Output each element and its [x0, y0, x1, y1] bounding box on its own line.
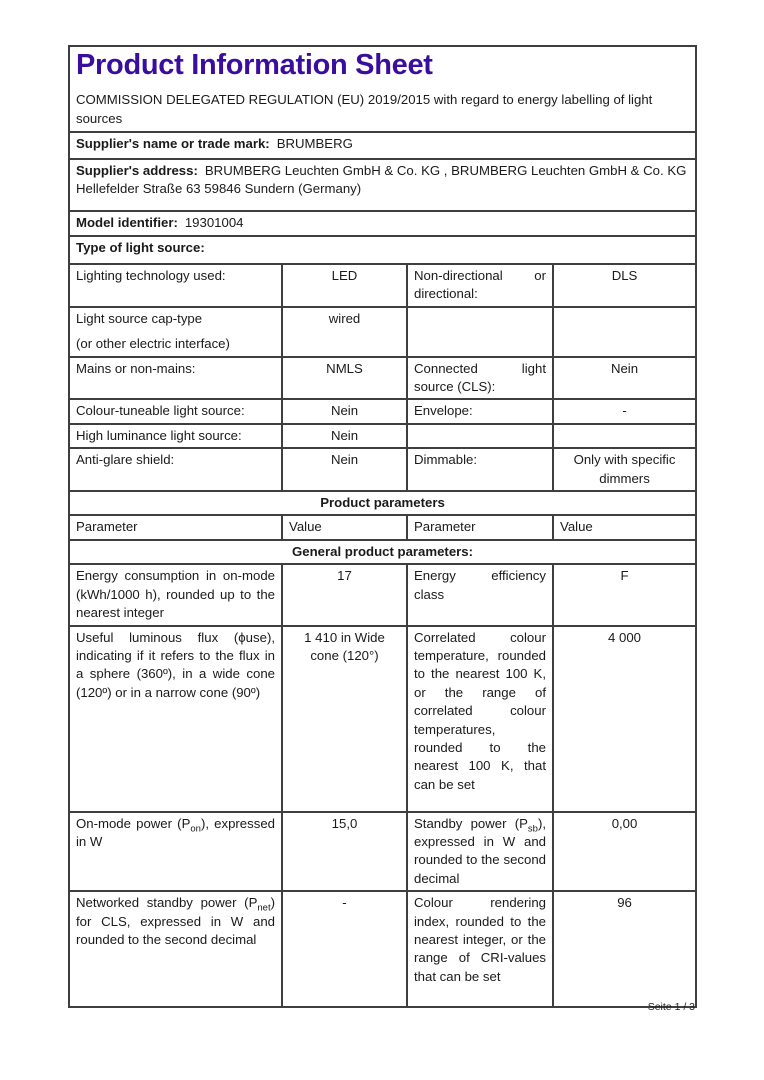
- value-cell: 1 410 in Wide cone (120°): [282, 626, 407, 812]
- product-info-table: [68, 45, 697, 1008]
- row-lighting-technology: [69, 264, 696, 307]
- param-cell-line1: Light source cap-type: [76, 310, 203, 326]
- value-cell: 15,0: [282, 812, 407, 892]
- supplier-name-label: Supplier's name or trade mark:: [76, 136, 270, 151]
- row-luminous-flux: [69, 626, 696, 812]
- param-cell: On-mode power $(P_{on})$, expressed in W: [69, 812, 282, 892]
- row-type-heading: [69, 236, 696, 264]
- row-high-luminance: [69, 424, 696, 448]
- value-cell: F: [553, 564, 696, 625]
- row-supplier-address: [69, 159, 696, 211]
- param-cell: Colour-tuneable light source:: [69, 399, 282, 423]
- model-identifier-label: Model identifier:: [76, 215, 178, 230]
- subscript: sb: [527, 823, 538, 835]
- empty-cell: [407, 307, 553, 357]
- empty-cell: [407, 424, 553, 448]
- param-cell: Energy efficiency class: [407, 564, 553, 625]
- param-cell: Correlated colour temperature, rounded to the nearest 100 K, or the range of correlated colour temperatures, rounded to the nearest 100 K, that can be set: [407, 626, 553, 812]
- row-energy-consumption: [69, 564, 696, 625]
- row-networked-standby: [69, 891, 696, 1007]
- parameters-section-heading: Product parameters: [69, 491, 696, 515]
- column-header-parameter-1: Parameter: [69, 515, 282, 539]
- row-column-headers: [69, 515, 696, 539]
- row-title: [69, 46, 696, 132]
- empty-cell: [553, 424, 696, 448]
- value-cell: 4 000: [553, 626, 696, 812]
- value-cell: 0,00: [553, 812, 696, 892]
- column-header-parameter-2: Parameter: [407, 515, 553, 539]
- row-general-heading: [69, 540, 696, 564]
- row-cap-type: [69, 307, 696, 357]
- column-header-value-2: Value: [553, 515, 696, 539]
- param-cell: Lighting technology used:: [69, 264, 282, 307]
- value-cell: LED: [282, 264, 407, 307]
- subscript: on: [190, 823, 201, 835]
- value-cell: NMLS: [282, 357, 407, 400]
- value-cell: Nein: [282, 424, 407, 448]
- model-identifier-value: 19301004: [184, 215, 244, 230]
- row-anti-glare: [69, 448, 696, 491]
- row-supplier-name: [69, 132, 696, 159]
- value-cell: Only with specific dimmers: [553, 448, 696, 491]
- param-cell: Useful luminous flux (ϕuse), indicating if it refers to the flux in a sphere (360º), in a wide cone (120º) or in a narrow cone (90º): [69, 626, 282, 812]
- param-cell: Standby power $(P_{sb})$, expressed in W and rounded to the second decimal: [407, 812, 553, 892]
- page-title: Product Information Sheet: [76, 49, 433, 81]
- regulation-subtitle: COMMISSION DELEGATED REGULATION (EU) 2019/2015 with regard to energy labelling of light sources: [76, 92, 653, 126]
- value-cell: Nein: [282, 399, 407, 423]
- param-cell: Energy consumption in on-mode (kWh/1000 h), rounded up to the nearest integer: [69, 564, 282, 625]
- value-cell: wired: [282, 307, 407, 357]
- row-on-mode-power: [69, 812, 696, 892]
- supplier-address-label: Supplier's address:: [76, 163, 198, 178]
- param-cell-line2: (or other electric interface): [76, 336, 230, 352]
- value-cell: -: [282, 891, 407, 1007]
- param-cell: Dimmable:: [407, 448, 553, 491]
- param-cell: Connected light source (CLS):: [407, 357, 553, 400]
- subscript: net: [257, 902, 271, 914]
- type-section-heading: Type of light source:: [76, 240, 205, 255]
- param-cell: Anti-glare shield:: [69, 448, 282, 491]
- row-colour-tuneable: [69, 399, 696, 423]
- row-mains: [69, 357, 696, 400]
- value-cell: 96: [553, 891, 696, 1007]
- supplier-name-value: BRUMBERG: [276, 136, 353, 151]
- value-cell: 17: [282, 564, 407, 625]
- value-cell: -: [553, 399, 696, 423]
- column-header-value-1: Value: [282, 515, 407, 539]
- param-cell: Colour rendering index, rounded to the nearest integer, or the range of CRI-values that can be set: [407, 891, 553, 1007]
- param-cell: High luminance light source:: [69, 424, 282, 448]
- page-number: Seite 1 / 3: [647, 1001, 695, 1013]
- param-cell: Envelope:: [407, 399, 553, 423]
- row-product-parameters-heading: [69, 491, 696, 515]
- supplier-address-value: BRUMBERG Leuchten GmbH & Co. KG , BRUMBERG Leuchten GmbH & Co. KG Hellefelder Straße 63 59846 Sundern (Germany): [76, 163, 687, 197]
- param-cell: Networked standby power $(P_{net})$ for CLS, expressed in W and rounded to the second decimal: [69, 891, 282, 1007]
- value-cell: Nein: [282, 448, 407, 491]
- row-model-identifier: [69, 211, 696, 236]
- empty-cell: [553, 307, 696, 357]
- param-cell: Non-directional or directional:: [407, 264, 553, 307]
- value-cell: DLS: [553, 264, 696, 307]
- general-parameters-heading: General product parameters:: [69, 540, 696, 564]
- param-cell: Mains or non-mains:: [69, 357, 282, 400]
- value-cell: Nein: [553, 357, 696, 400]
